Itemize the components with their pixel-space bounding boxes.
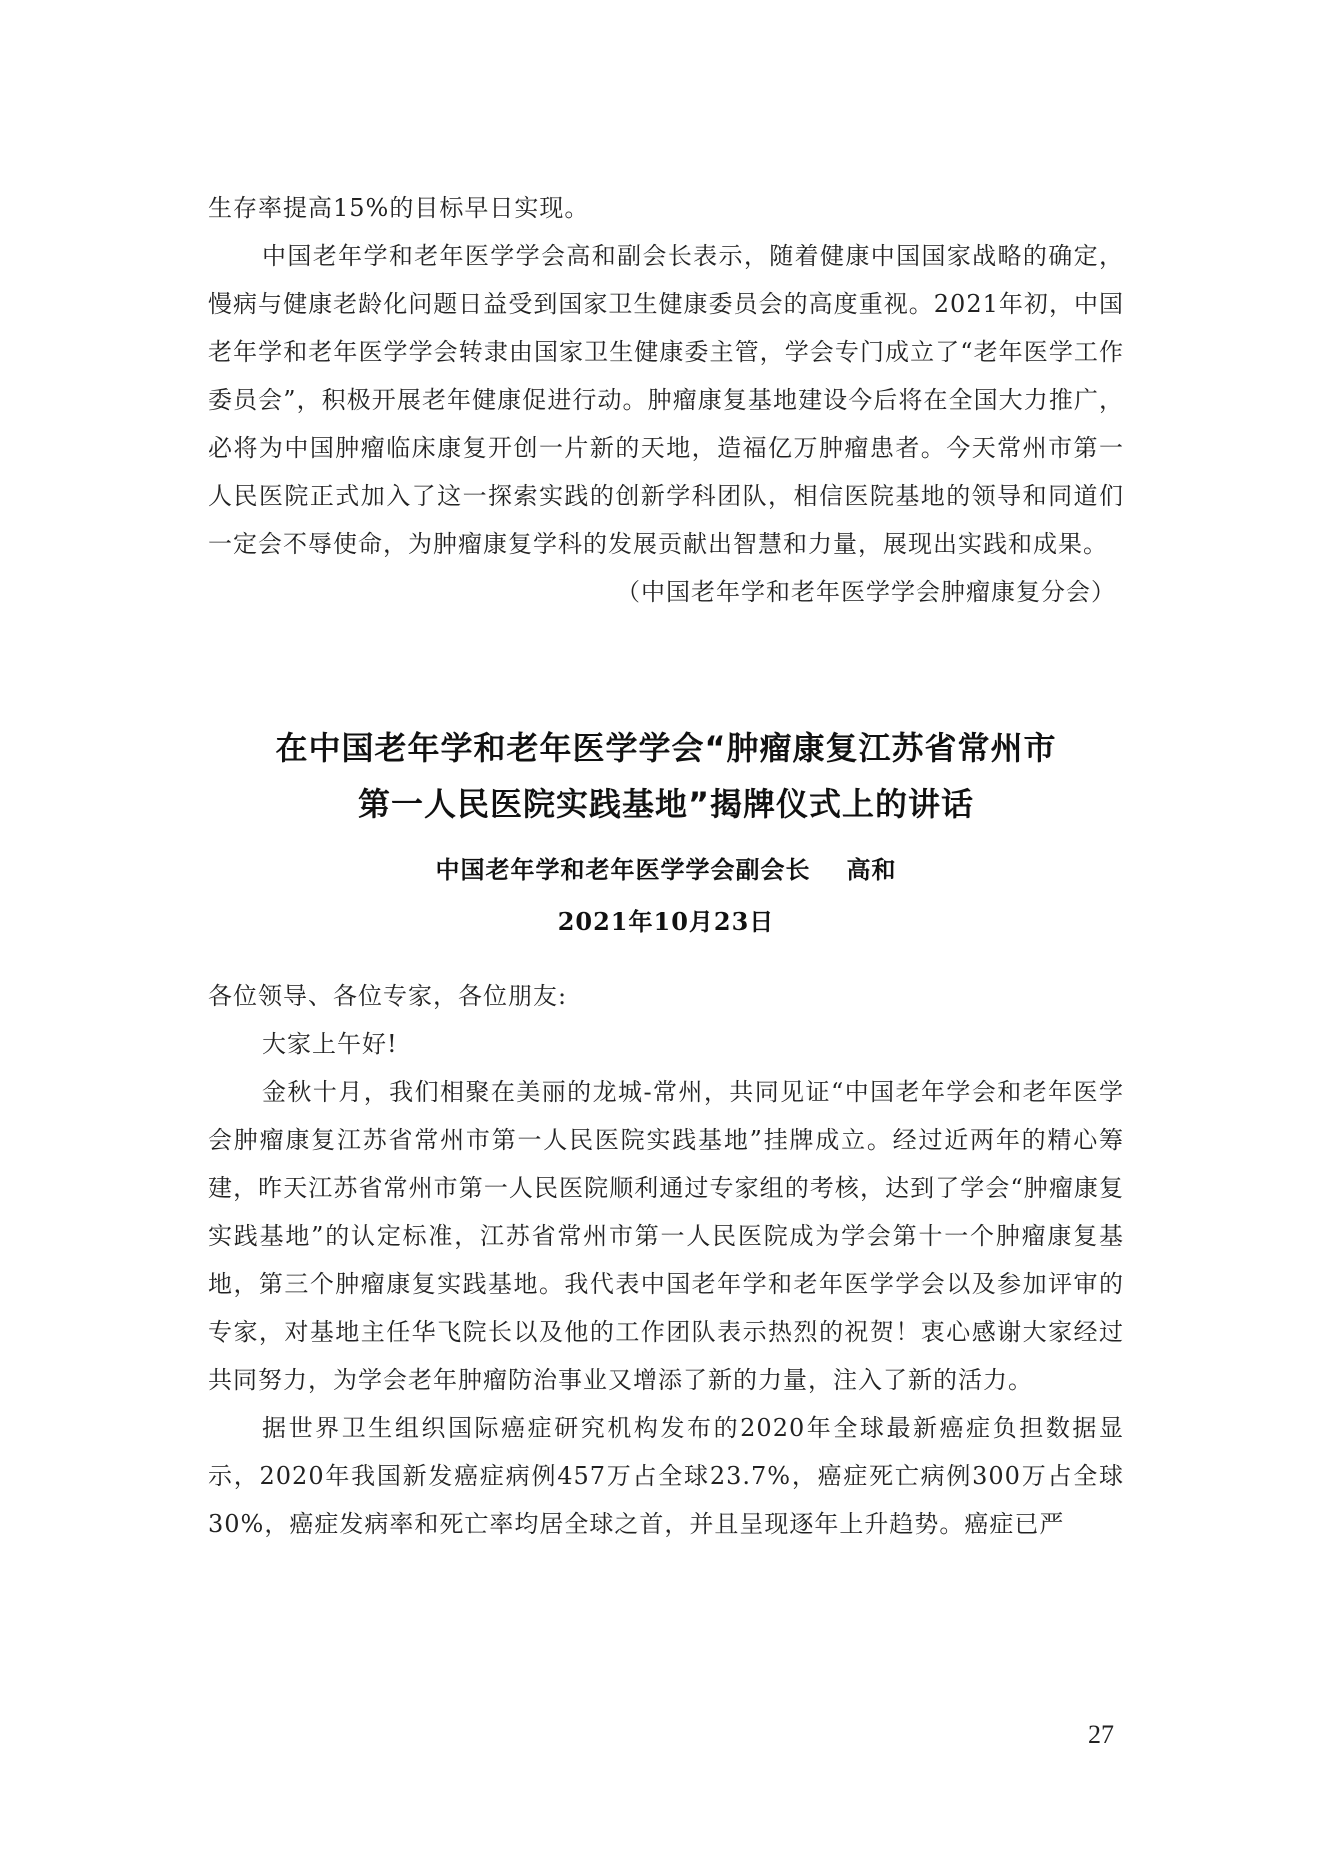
author-line xyxy=(208,846,1124,894)
source-attribution: （中国老年学和老年医学学会肿瘤康复分会） xyxy=(616,578,1116,606)
speech-paragraph-2: 据世界卫生组织国际癌症研究机构发布的2020年全球最新癌症负担数据显示，2020年我国新发癌症病例457万占全球23.7%，癌症死亡病例300万占全球30%，癌症发病率和死亡率均居全球之首，并且呈现逐年上升趋势。癌症已严 xyxy=(208,1414,1124,1538)
article-title xyxy=(208,720,1124,832)
greeting: 大家上午好! xyxy=(262,1030,398,1058)
author-role: 中国老年学和老年医学学会副会长 xyxy=(435,855,811,884)
continued-paragraph: 生存率提高15%的目标早日实现。 xyxy=(208,194,590,222)
speech-paragraph-1: 金秋十月，我们相聚在美丽的龙城-常州，共同见证“中国老年学会和老年医学会肿瘤康复江苏省常州市第一人民医院实践基地”挂牌成立。经过近两年的精心筹建，昨天江苏省常州市第一人民医院顺利通过专家组的考核，达到了学会“肿瘤康复实践基地”的认定标准，江苏省常州市第一人民医院成为学会第十一个肿瘤康复基地，第三个肿瘤康复实践基地。我代表中国老年学和老年医学学会以及参加评审的专家，对基地主任华飞院长以及他的工作团队表示热烈的祝贺！衷心感谢大家经过共同努力，为学会老年肿瘤防治事业又增添了新的力量，注入了新的活力。 xyxy=(208,1078,1124,1394)
speech-date: 2021年10月23日 xyxy=(557,907,775,936)
article-title-line-1: 在中国老年学和老年医学学会“肿瘤康复江苏省常州市 xyxy=(275,729,1057,767)
news-paragraph: 中国老年学和老年医学学会高和副会长表示，随着健康中国国家战略的确定，慢病与健康老龄化问题日益受到国家卫生健康委员会的高度重视。2021年初，中国老年学和老年医学学会转隶由国家卫生健康委主管，学会专门成立了“老年医学工作委员会”，积极开展老年健康促进行动。肿瘤康复基地建设今后将在全国大力推广，必将为中国肿瘤临床康复开创一片新的天地，造福亿万肿瘤患者。今天常州市第一人民医院正式加入了这一探索实践的创新学科团队，相信医院基地的领导和同道们一定会不辱使命，为肿瘤康复学科的发展贡献出智慧和力量，展现出实践和成果。 xyxy=(208,242,1124,558)
document-body xyxy=(208,184,1124,1548)
article-title-line-2: 第一人民医院实践基地”揭牌仪式上的讲话 xyxy=(357,785,975,823)
salutation: 各位领导、各位专家，各位朋友: xyxy=(208,982,568,1010)
page-number: 27 xyxy=(1088,1720,1114,1749)
author-name: 高和 xyxy=(846,855,897,884)
